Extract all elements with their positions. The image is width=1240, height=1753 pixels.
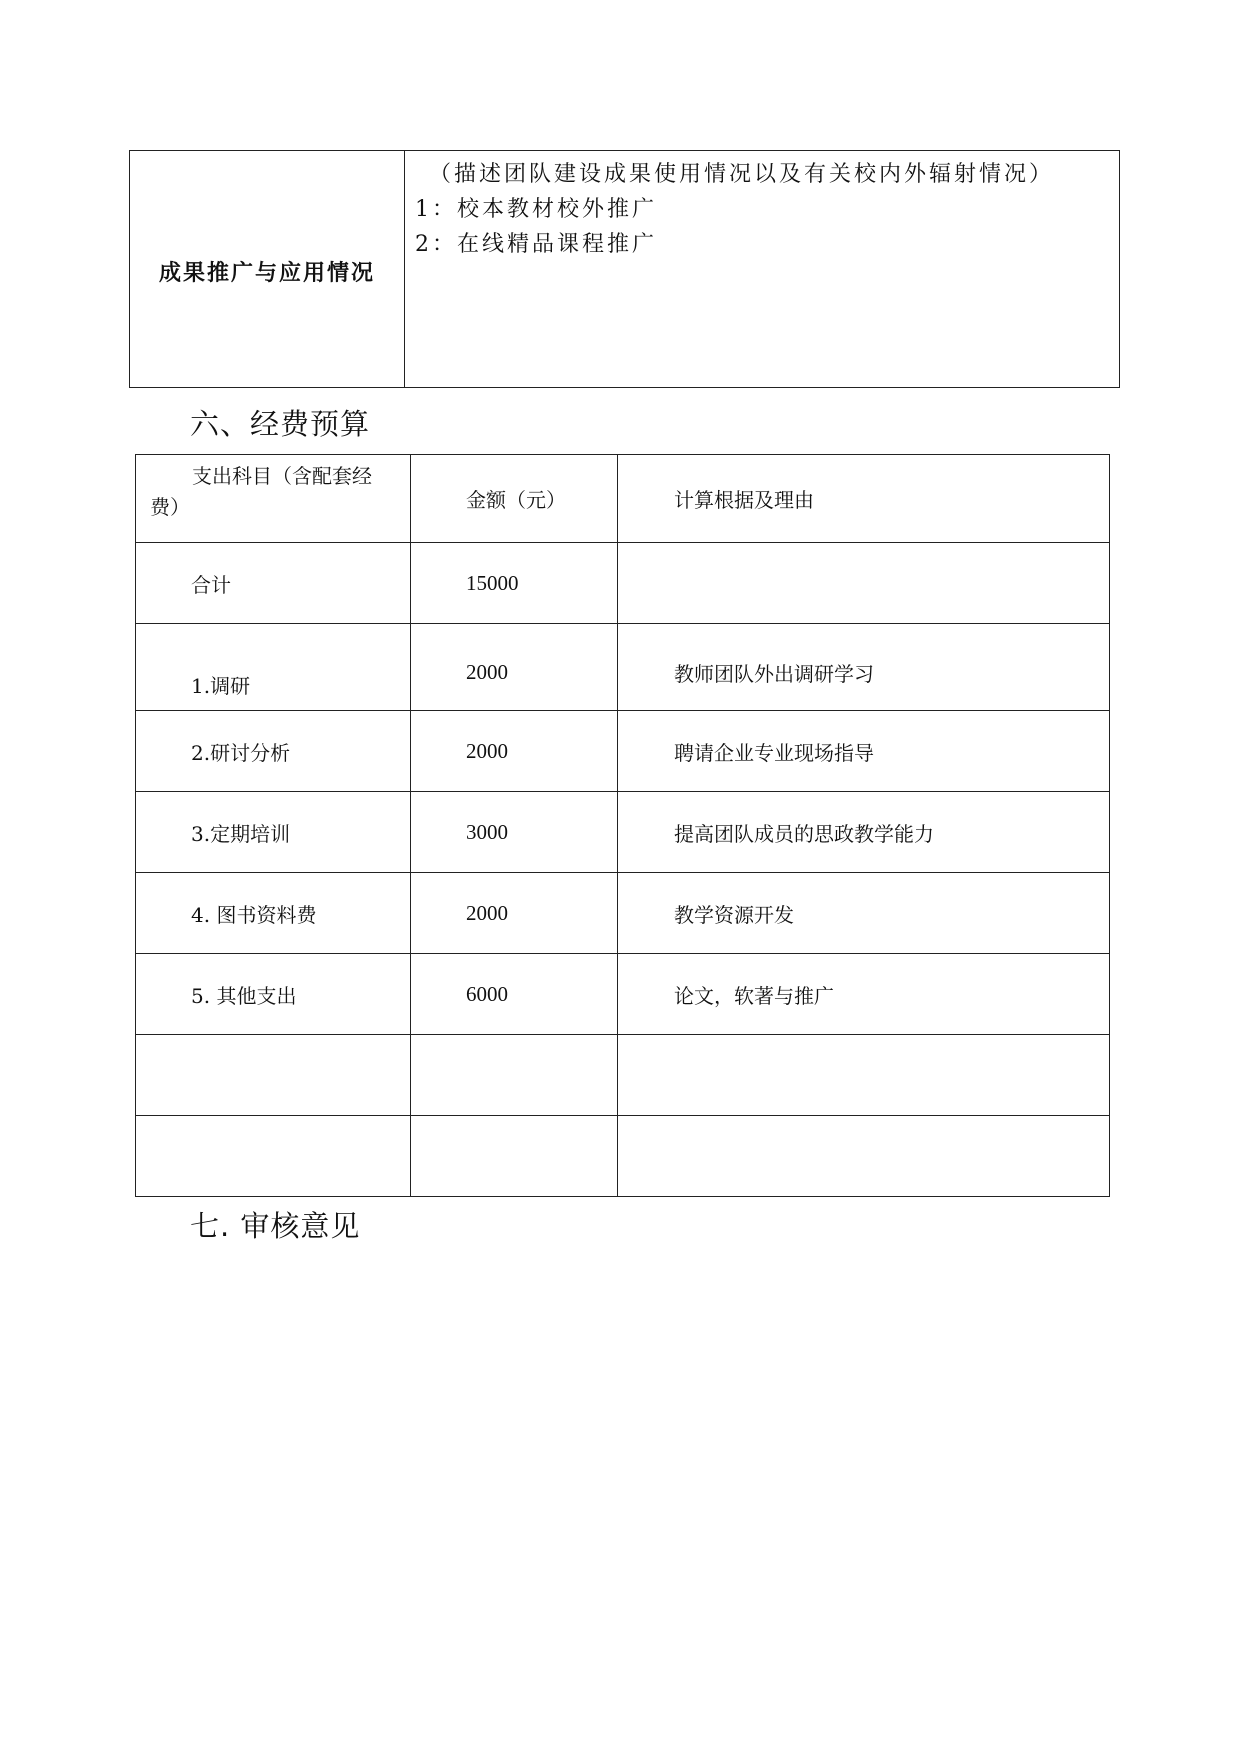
promotion-label-cell (130, 151, 405, 387)
table-row (136, 873, 1110, 954)
table-row (136, 624, 1110, 711)
row-subject: 1.调研 (191, 673, 251, 698)
row-subject-cell (136, 1116, 411, 1197)
row-basis-cell (618, 873, 1110, 954)
promotion-label: 成果推广与应用情况 (158, 260, 375, 286)
table-row (136, 792, 1110, 873)
table-row (136, 711, 1110, 792)
header-amount: 金额（元） (466, 488, 566, 512)
header-subject: 支出科目（含配套经费） (136, 455, 411, 543)
row-subject-cell (136, 792, 411, 873)
promotion-description: （描述团队建设成果使用情况以及有关校内外辐射情况） (429, 162, 1055, 187)
header-basis-cell (618, 455, 1110, 543)
row-basis-cell (618, 624, 1110, 711)
row-subject: 4. 图书资料费 (191, 902, 317, 927)
row-subject-cell (136, 954, 411, 1035)
row-amount: 15000 (466, 570, 519, 595)
row-amount-cell (411, 543, 618, 624)
row-amount-cell (411, 1116, 618, 1197)
row-subject: 合计 (191, 572, 231, 597)
row-basis-cell (618, 1116, 1110, 1197)
row-amount-cell (411, 711, 618, 792)
budget-heading: 六、经费预算 (190, 407, 371, 441)
table-row (136, 1035, 1110, 1116)
row-amount-cell (411, 624, 618, 711)
row-subject-cell (136, 711, 411, 792)
row-basis-cell (618, 792, 1110, 873)
promotion-content-cell (405, 151, 1119, 387)
row-basis-cell (618, 711, 1110, 792)
row-subject-cell (136, 624, 411, 711)
row-amount-cell (411, 1035, 618, 1116)
row-amount: 3000 (466, 819, 508, 844)
row-basis-cell (618, 543, 1110, 624)
table-row (136, 1116, 1110, 1197)
row-amount: 2000 (466, 659, 508, 684)
row-amount: 2000 (466, 900, 508, 925)
row-basis: 聘请企业专业现场指导 (674, 740, 874, 765)
header-basis: 计算根据及理由 (674, 488, 814, 512)
row-subject-cell (136, 543, 411, 624)
budget-table (135, 454, 1110, 1197)
table-row (136, 543, 1110, 624)
row-amount: 2000 (466, 738, 508, 763)
row-subject: 3.定期培训 (191, 821, 291, 846)
promotion-item: 1：校本教材校外推广 (415, 197, 657, 222)
row-subject: 2.研讨分析 (191, 740, 291, 765)
promotion-table (129, 150, 1120, 388)
promotion-item: 2：在线精品课程推广 (415, 232, 657, 257)
row-amount-cell (411, 792, 618, 873)
row-basis-cell (618, 1035, 1110, 1116)
budget-header-row (136, 455, 1110, 543)
row-subject-cell (136, 873, 411, 954)
row-amount-cell (411, 954, 618, 1035)
row-subject: 5. 其他支出 (191, 983, 297, 1008)
row-basis: 论文，软著与推广 (674, 983, 834, 1008)
review-heading: 七. 审核意见 (190, 1209, 361, 1243)
row-basis: 教学资源开发 (674, 902, 794, 927)
row-amount-cell (411, 873, 618, 954)
row-basis: 提高团队成员的思政教学能力 (674, 821, 934, 846)
row-basis: 教师团队外出调研学习 (674, 661, 874, 686)
table-row (136, 954, 1110, 1035)
header-amount-cell (411, 455, 618, 543)
row-subject-cell (136, 1035, 411, 1116)
row-amount: 6000 (466, 981, 508, 1006)
row-basis-cell (618, 954, 1110, 1035)
